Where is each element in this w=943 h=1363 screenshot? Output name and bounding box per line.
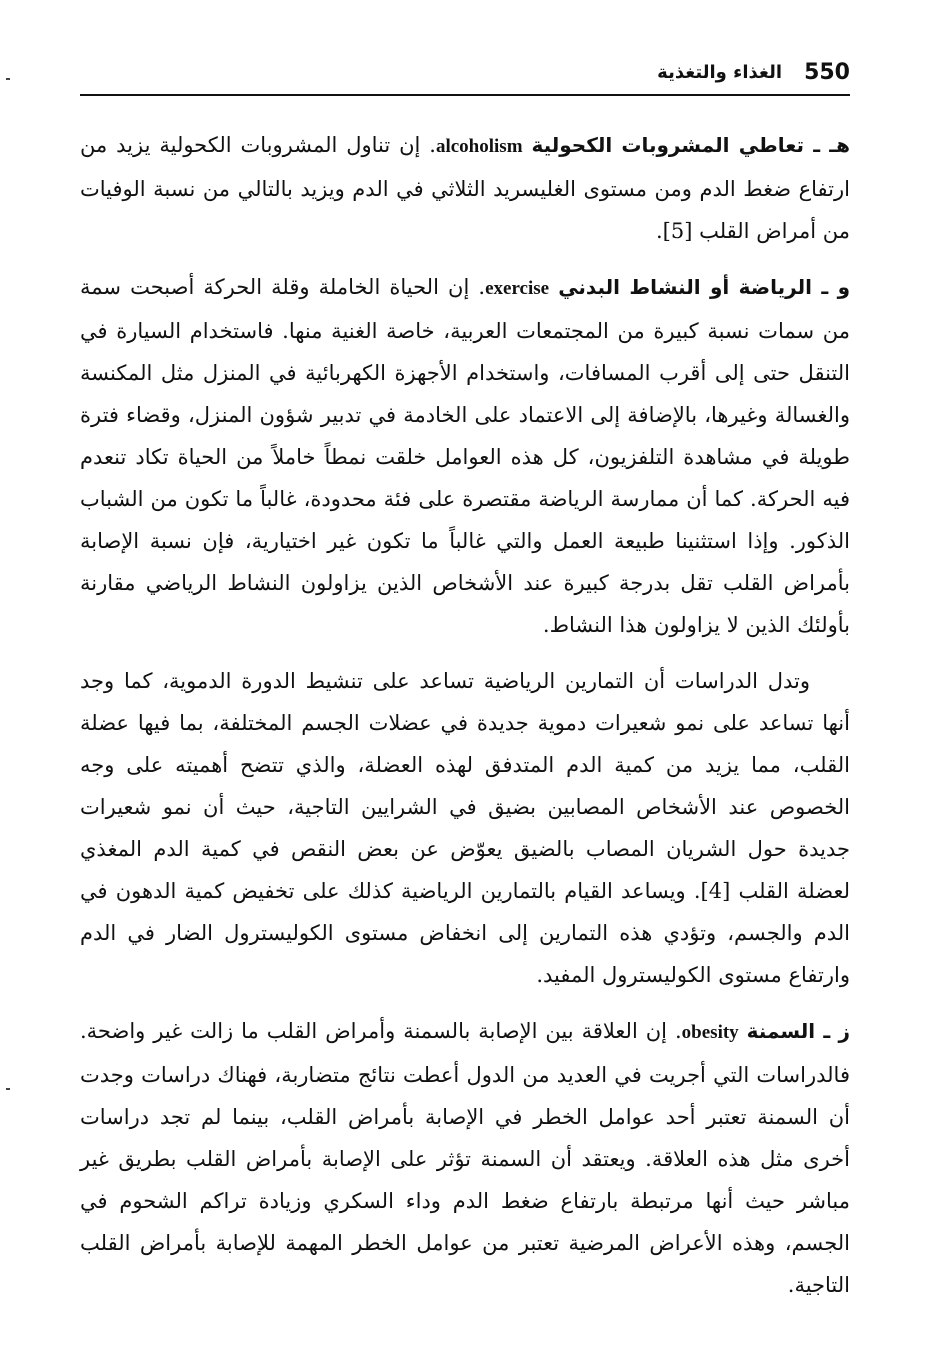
paragraph-obesity [80, 1010, 850, 1306]
page-number: 550 [804, 60, 850, 85]
scan-mark [6, 78, 10, 80]
scan-mark [6, 1088, 10, 1090]
body-text [80, 124, 850, 1320]
paragraph-text: . إن الحياة الخاملة وقلة الحركة أصبحت سمة من سمات نسبة كبيرة من المجتمعات العربية، خاصة الغنية منها. فاستخدام السيارة في التنقل حتى إلى أقرب المسافات، واستخدام الأجهزة الكهربائية في المنزل مثل المكنسة والغسالة وغيرها، بالإضافة إلى الاعتماد على الخادمة في تدبير شؤون المنزل، وقضاء فترة طويلة في مشاهدة التلفزيون، كل هذه العوامل خلقت نمطاً خاملاً من الحياة تكاد تنعدم فيه الحركة. كما أن ممارسة الرياضة مقتصرة على فئة محدودة، غالباً ما تكون من الشباب الذكور. وإذا استثنينا طبيعة العمل والتي غالباً ما تكون غير اختيارية، فإن نسبة الإصابة بأمراض القلب تقل بدرجة كبيرة عند الأشخاص الذين يزاولون النشاط الرياضي مقارنة بأولئك الذين لا يزاولون هذا النشاط. [80, 275, 850, 637]
paragraph-text: . إن تناول المشروبات الكحولية يزيد من ارتفاع ضغط الدم ومن مستوى الغليسريد الثلاثي في الدم ويزيد بالتالي من نسبة الوفيات من أمراض القلب [5]. [80, 133, 850, 243]
paragraph-text: . إن العلاقة بين الإصابة بالسمنة وأمراض القلب ما زالت غير واضحة. فالدراسات التي أجريت في العديد من الدول أعطت نتائج متضاربة، فهناك دراسات وجدت أن السمنة تعتبر أحد عوامل الخطر في الإصابة بأمراض القلب، بينما لم تجد دراسات أخرى مثل هذه العلاقة. ويعتقد أن السمنة تؤثر على الإصابة بأمراض القلب بطريق غير مباشر حيث أنها مرتبطة بارتفاع ضغط الدم وداء السكري وزيادة تراكم الشحوم في الجسم، وهذه الأعراض المرضية تعتبر من عوامل الخطر المهمة للإصابة بأمراض القلب التاجية. [80, 1019, 850, 1297]
english-term: obesity [681, 1022, 739, 1043]
section-heading: هـ ـ تعاطي المشروبات الكحولية [531, 133, 850, 157]
running-title: الغذاء والتغذية [657, 62, 782, 83]
section-heading: ز ـ السمنة [746, 1019, 850, 1043]
english-term: alcoholism [435, 136, 523, 157]
section-heading: و ـ الرياضة أو النشاط البدني [558, 275, 850, 299]
english-term: exercise [485, 278, 550, 299]
paragraph-exercise-studies [80, 660, 850, 996]
page-header [80, 58, 850, 96]
paragraph-alcoholism [80, 124, 850, 252]
paragraph-text: وتدل الدراسات أن التمارين الرياضية تساعد على تنشيط الدورة الدموية، كما وجد أنها تساعد على نمو شعيرات دموية جديدة في عضلات الجسم المختلفة، بما فيها عضلة القلب، مما يزيد من كمية الدم المتدفق لهذه العضلة، والذي تتضح أهميته على وجه الخصوص عند الأشخاص المصابين بضيق في الشرايين التاجية، حيث أن نمو شعيرات جديدة حول الشريان المصاب بالضيق يعوّض عن بعض النقص في كمية الدم المغذي لعضلة القلب [4]. ويساعد القيام بالتمارين الرياضية كذلك على تخفيض كمية الدهون في الدم والجسم، وتؤدي هذه التمارين إلى انخفاض مستوى الكوليسترول الضار في الدم وارتفاع مستوى الكوليسترول المفيد. [80, 669, 850, 987]
paragraph-exercise [80, 266, 850, 646]
